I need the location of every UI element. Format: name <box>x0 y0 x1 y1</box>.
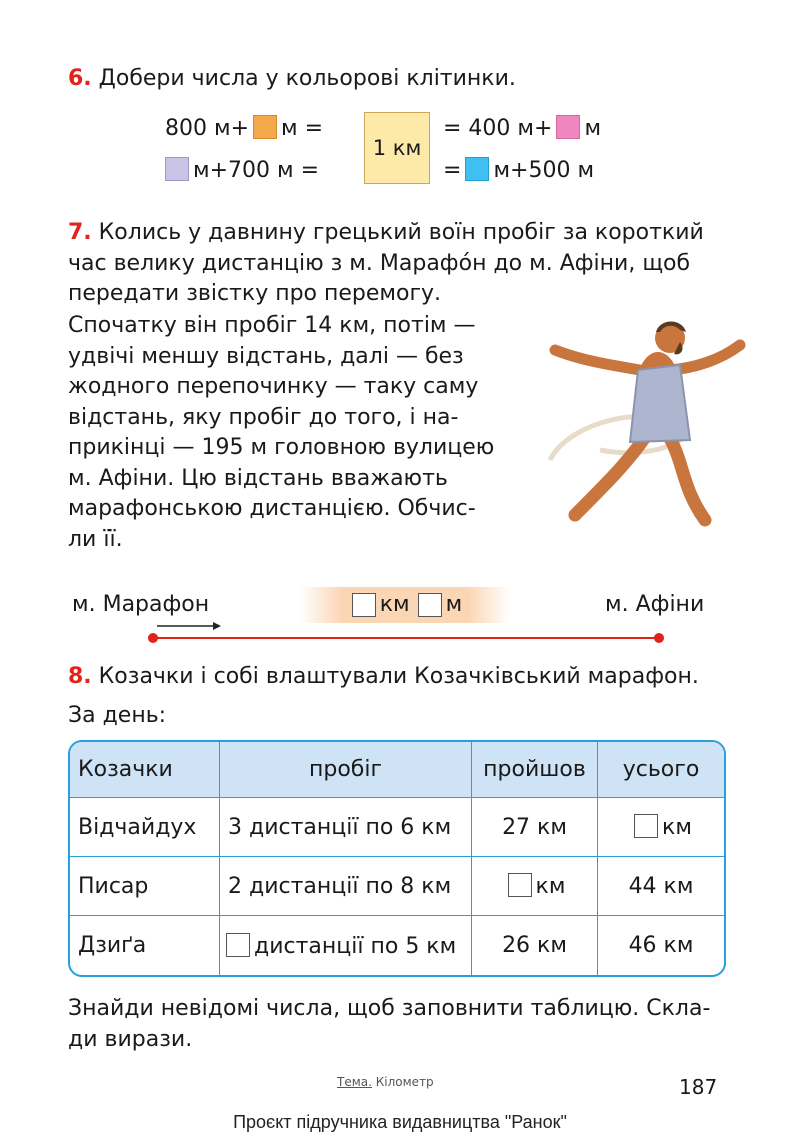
task7-line: відстань, яку пробіг до того, і на- <box>68 404 459 430</box>
task7-line: Спочатку він пробіг 14 км, потім — <box>68 313 476 338</box>
task8-outro <box>68 994 710 1055</box>
task8-number: 8. <box>68 664 92 689</box>
total-cell <box>598 798 724 857</box>
name-cell: Писар <box>70 857 220 916</box>
greek-runner-illustration <box>530 310 760 530</box>
task6-row1-left <box>165 114 323 144</box>
task7-line: час велику дистанцію з м. Марафо́н до м. Афіни, щоб <box>68 250 691 276</box>
m-unit: м <box>445 592 463 617</box>
task7-line <box>68 218 730 249</box>
name-cell: Відчайдух <box>70 798 220 857</box>
header-cell: усього <box>598 742 724 798</box>
project-caption: Проєкт підручника видавництва "Ранок" <box>233 1112 567 1132</box>
task8-intro <box>68 662 699 731</box>
center-box <box>364 112 430 184</box>
walked-cell <box>472 857 598 916</box>
header-cell: пробіг <box>220 742 472 798</box>
task7-text: Колись у давнину грецький воїн пробіг за короткий <box>98 220 704 245</box>
orange-cell[interactable] <box>253 115 277 139</box>
header-cell: пройшов <box>472 742 598 798</box>
answer-box[interactable] <box>226 933 250 957</box>
task6-expr: м+500 м <box>493 158 595 183</box>
task7-line: ли її. <box>68 526 123 552</box>
task6-expr: м = <box>281 116 324 141</box>
task8-line: Знайди невідомі числа, щоб заповнити таблицю. Скла- <box>68 996 711 1021</box>
task8-line: За день: <box>68 702 167 728</box>
task7-line: удвічі меншу відстань, далі — без <box>68 343 464 369</box>
page-number: 187 <box>679 1075 718 1099</box>
unit-text: км <box>535 874 566 899</box>
center-box-label: 1 км <box>372 136 422 160</box>
table-row <box>70 857 724 916</box>
marathon-table <box>68 740 726 977</box>
task7-line: передати звістку про перемогу. <box>68 281 442 306</box>
run-text: дистанції по 5 км <box>254 933 457 959</box>
run-cell: 2 дистанції по 8 км <box>220 857 472 916</box>
km-input-box[interactable] <box>352 593 376 617</box>
route-end: м. Афіни <box>605 592 705 617</box>
topic-text: Кілометр <box>375 1075 434 1089</box>
task7-line: прикінці — 195 м головною вулицею <box>68 435 495 460</box>
route-distance <box>300 587 510 623</box>
walked-cell: 27 км <box>472 798 598 857</box>
m-input-box[interactable] <box>418 593 442 617</box>
task7-side-text <box>68 311 518 555</box>
blue-cell[interactable] <box>465 157 489 181</box>
task7-line: жодного перепочинку — таку саму <box>68 374 479 399</box>
answer-box[interactable] <box>508 873 532 897</box>
route-line <box>145 620 675 648</box>
total-cell: 46 км <box>628 933 694 958</box>
run-cell: 3 дистанції по 6 км <box>220 798 472 857</box>
task7-number: 7. <box>68 220 92 245</box>
lilac-cell[interactable] <box>165 157 189 181</box>
header-cell: Козачки <box>70 742 220 798</box>
unit-text: км <box>662 815 692 840</box>
task6-expr: м <box>584 116 602 141</box>
task7-intro <box>68 218 730 310</box>
table-row <box>70 798 724 857</box>
task7-line: м. Афіни. Цю відстань вважають <box>68 465 448 491</box>
topic-label: Тема. <box>337 1075 372 1089</box>
task6-expr: = <box>443 158 462 183</box>
name-cell: Дзиґа <box>70 916 220 975</box>
pink-cell[interactable] <box>556 115 580 139</box>
total-cell: 44 км <box>598 857 724 916</box>
km-unit: км <box>379 592 410 617</box>
task7-line: марафонською дистанцією. Обчис- <box>68 496 476 521</box>
task6-text: Добери числа у кольорові клітинки. <box>98 66 516 91</box>
table-row <box>70 916 724 975</box>
task6-expr: = 400 м+ <box>443 116 553 141</box>
task8-text: Козачки і собі влаштували Козачківський марафон. <box>98 664 699 689</box>
table-header-row <box>70 742 724 798</box>
task6-number: 6. <box>68 66 92 91</box>
task8-line <box>68 662 699 693</box>
walked-cell: 26 км <box>472 916 598 975</box>
footer-topic <box>337 1075 434 1089</box>
task6-row1-right <box>443 114 601 144</box>
task6-heading <box>68 64 516 94</box>
task8-line: ди вирази. <box>68 1026 193 1052</box>
task6-expr: м+700 м = <box>193 158 320 183</box>
run-cell <box>220 916 472 975</box>
task6-expr: 800 м+ <box>165 116 250 141</box>
answer-box[interactable] <box>634 814 658 838</box>
task6-row2-left <box>165 156 319 186</box>
task6-row2-right <box>443 156 594 186</box>
route-start: м. Марафон <box>72 592 210 617</box>
